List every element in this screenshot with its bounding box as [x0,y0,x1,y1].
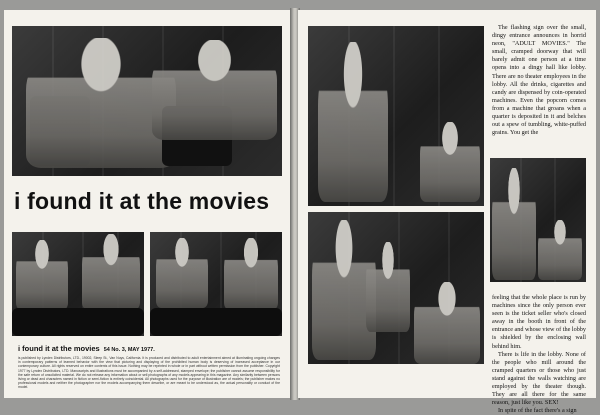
article-paragraph: There is life in the lobby. None of the people who mill around the cramped quarters or those who just stand against the walls watching are employed by the theater though. They are all there for the same reason, just like you. SEX! [492,350,586,407]
photo-man-standing [308,26,484,206]
article-column-bottom [492,294,586,415]
article-column-top [492,24,586,137]
photo-theater-right [150,232,282,336]
credit-line [18,344,155,353]
right-page [298,10,596,415]
article-paragraph: feeling that the whole place is run by machines since the only person ever seen is the ticket seller who's closed away in the booth in front of the entrance and whose view of the lobby is shielded by the enclosing wall behind him. [492,294,586,350]
publisher-fineprint: is published by Lyndex Distributors, LTD., 19002, Sleep St., Van Nuys, California. It is produced and distributed to adult entertainment aimed at illuminating ongoing changes in contemporary patterns of learned behavior with the view that picturing and displaying of the prohibited human body is deserving of increased acceptance in our contemporary culture. All rights reserved on entire contents of this issue. Nothing may be reprinted in whole or in part without written permission from the publisher. Copyright 1977 by Lyndex Distributors, LTD. Manuscripts and illustrations must be accompanied by a self-addressed, stamped envelope; the publisher cannot assume responsibility for the safe return of unsolicited material. We do not release any information about or sell photographs of any models appearing in this magazine. Any similarity between persons living or dead and characters named in fiction or semi-fiction is entirely coincidental. All photographs used for the purpose of illustration are of models; the publisher makes no professional models and neither the photographer nor the models accompanying them describe, or are meant to be understood as, the actual personality or conduct of the model. [18,356,280,390]
photo-theater-left [12,232,144,336]
credit-title: i found it at the movies [18,344,100,353]
left-page [4,10,292,398]
article-paragraph: In spite of the fact there's a sign [498,407,577,415]
page-headline: i found it at the movies [14,188,270,214]
photo-seated-men [12,26,282,176]
issue-info: 54 No. 3, MAY 1977. [103,347,155,353]
article-paragraph: The flashing sign over the small, dingy entrance announces in horrid neon, "ADULT MOVIES." The small, cramped doorway that will barely admit one person at a time opens into a dingy hall like lobby. There are no theater employees in the lobby. All the drinks, cigarettes and candy are dispensed by coin-operated machines. Even the popcorn comes from a machine that groans when a quarter is deposited in it and belches out a spew of tumbling, white-puffed grains. You get the [492,24,586,137]
photo-lobby-pair [490,158,586,282]
photo-theater-group [308,212,484,364]
